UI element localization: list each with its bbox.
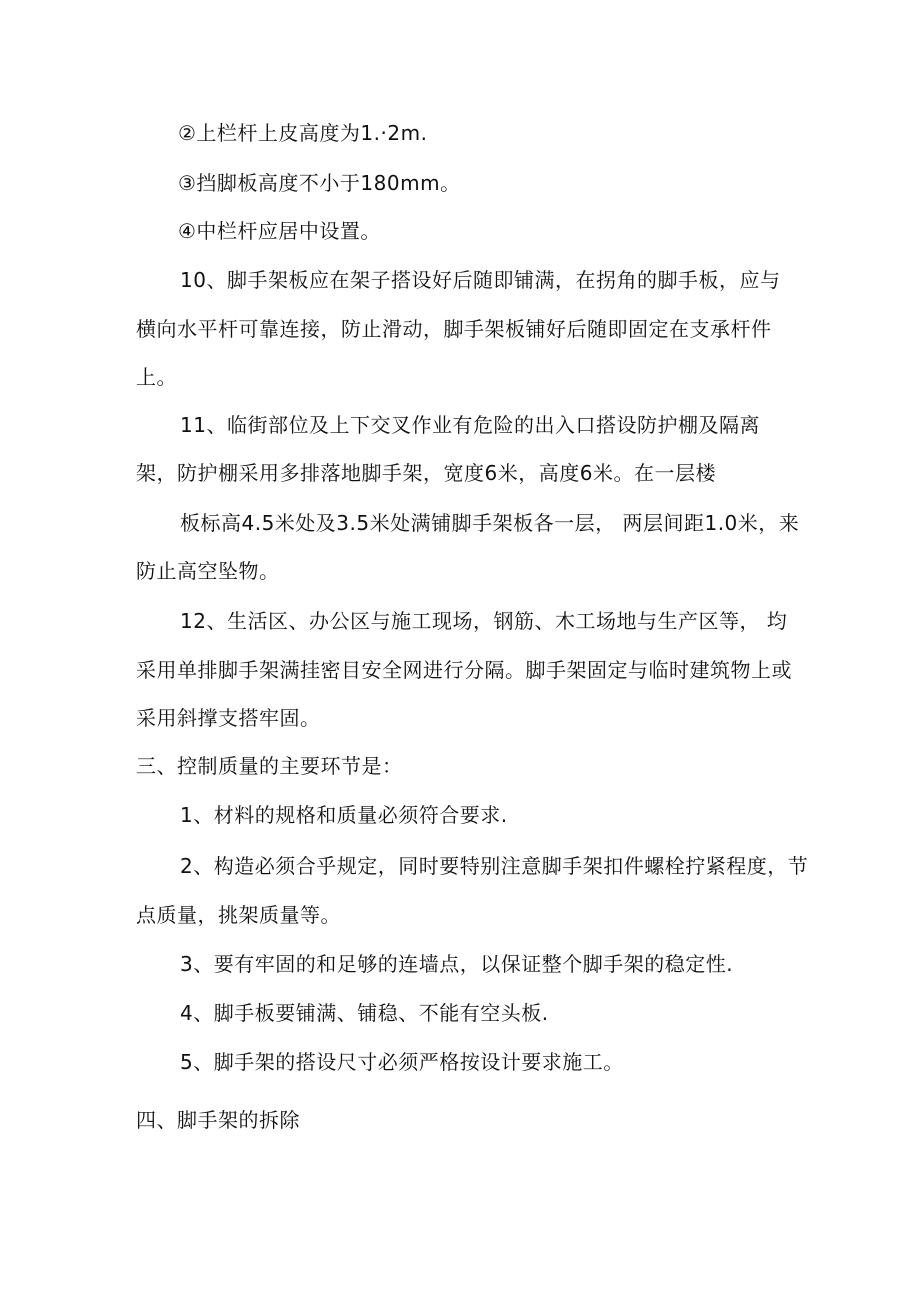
text-line: 12、生活区、办公区与施工现场，钢筋、木工场地与生产区等， 均 — [180, 609, 788, 633]
list-item: 4、脚手板要铺满、铺稳、不能有空头板. — [180, 1001, 549, 1025]
text-line: 上。 — [136, 365, 177, 389]
section-heading: 三、控制质量的主要环节是： — [136, 754, 403, 778]
text-line: 架，防护棚采用多排落地脚手架，宽度6米，高度6米。在一层楼 — [136, 461, 716, 485]
text-line: 10、脚手架板应在架子搭设好后随即铺满，在拐角的脚手板，应与 — [180, 268, 781, 292]
text-line: ②上栏杆上皮高度为1.·2m. — [178, 121, 428, 145]
text-line: 采用单排脚手架满挂密目安全网进行分隔。脚手架固定与临时建筑物上或 — [136, 658, 792, 682]
list-item: 2、构造必须合乎规定，同时要特别注意脚手架扣件螺栓拧紧程度，节 — [180, 854, 809, 878]
text-line: ④中栏杆应居中设置。 — [178, 219, 381, 243]
text-line: 点质量，挑架质量等。 — [136, 903, 341, 927]
text-line: 横向水平杆可靠连接，防止滑动，脚手架板铺好后随即固定在支承杆件 — [136, 317, 772, 341]
text-line: 11、临街部位及上下交叉作业有危险的出入口搭设防护棚及隔离 — [180, 413, 760, 437]
text-line: ③挡脚板高度不小于180mm。 — [178, 171, 461, 195]
list-item: 1、材料的规格和质量必须符合要求. — [180, 803, 508, 827]
list-item: 3、要有牢固的和足够的连墙点，以保证整个脚手架的稳定性. — [180, 952, 734, 976]
text-line: 采用斜撑支搭牢固。 — [136, 706, 321, 730]
section-heading: 四、脚手架的拆除 — [136, 1108, 300, 1132]
text-line: 板标高4.5米处及3.5米处满铺脚手架板各一层， 两层间距1.0米，来 — [180, 511, 800, 535]
list-item: 5、脚手架的搭设尺寸必须严格按设计要求施工。 — [180, 1050, 624, 1074]
text-line: 防止高空坠物。 — [136, 559, 280, 583]
